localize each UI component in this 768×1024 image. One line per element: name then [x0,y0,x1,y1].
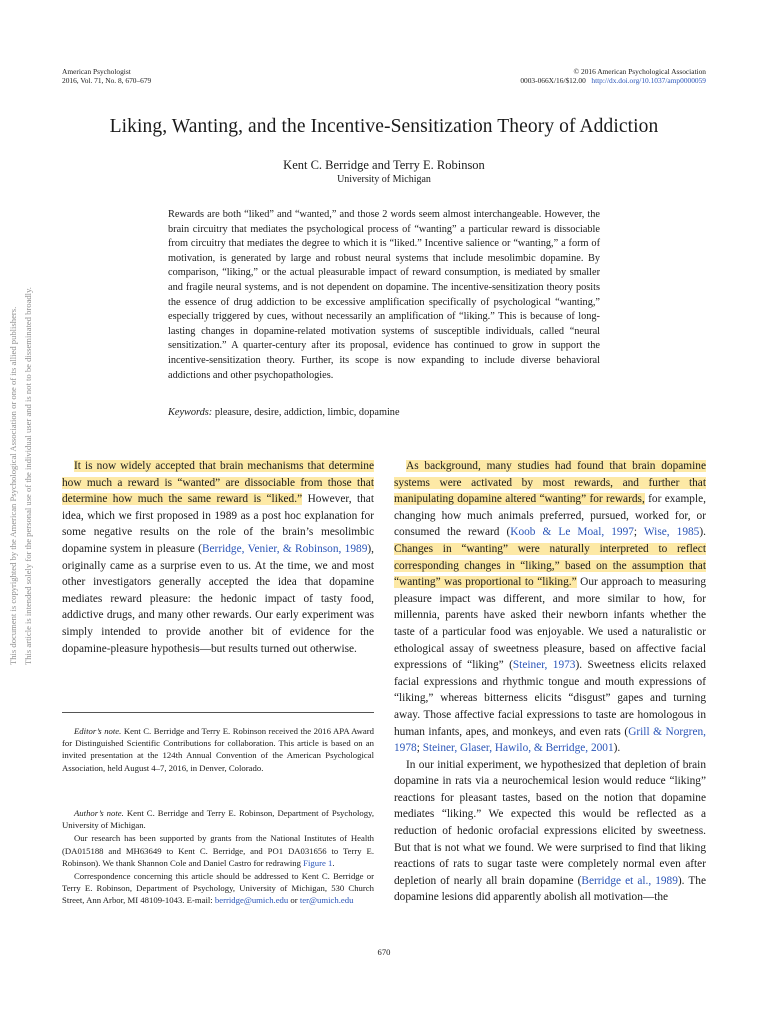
correspondence-note: Correspondence concerning this article should be addressed to Kent C. Berridge or Terry E. Robinson, Department of Psychology, University of Michigan, 530 Church Street, Ann Arbor, MI 48109-1043. E-mail: berridge@umich.edu or ter@umich.edu [62,871,374,906]
article-title: Liking, Wanting, and the Incentive-Sensitization Theory of Addiction [109,116,659,137]
citation-link[interactable]: Steiner, 1973 [512,659,576,672]
body-paragraph: In our initial experiment, we hypothesized that depletion of brain dopamine in rats via a neurochemical lesion would reduce “liking” reactions for pleasant tastes, based on the notion that dopamine mediates “liking.” We expected this would be reflected as a reduction of hedonic orofacial expressions elicited by sweetness. But that is not what we found. We were surprised to find that liking reactions of rats to sugar taste were completely normal even after depletion of nearly all brain dopamine (Berridge et al., 1989). The dopamine lesions did apparently abolish all motivation—the [394,758,706,904]
citation-link[interactable]: Steiner, Glaser, Hawilo, & Berridge, 2001 [422,742,614,755]
highlighted-text: As background, many studies had found that brain dopamine systems were activated by most rewards, and further that manipulating dopamine altered “wanting” for rewards, [394,460,706,506]
body-column-right [394,458,706,906]
grants-note: Our research has been supported by grants from the National Institutes of Health (DA015188 and MH63649 to Kent C. Berridge, and PO1 DA031656 to Terry E. Robinson). We thank Shannon Cole and Daniel Castro for redrawing Figure 1. [62,833,374,868]
highlighted-text: It is now widely accepted that brain mechanisms that determine how much a reward is “wanted” are dissociable from those that determine how much the same reward is “liked.” [62,460,374,506]
email-link[interactable]: ter@umich.edu [299,895,354,906]
citation-link[interactable]: Koob & Le Moal, 1997 [510,526,634,539]
author-note-label: Author’s note. [74,808,124,818]
article-authors: Kent C. Berridge and Terry E. Robinson [283,158,485,172]
keywords-label: Keywords: [168,407,213,418]
highlighted-text: Changes in “wanting” were naturally interpreted to reflect corresponding changes in “liking,” based on the assumption that “wanting” was proportional to “liking.” [394,542,706,589]
footnote-divider [62,712,374,713]
copyright-line: © 2016 American Psychological Association [573,67,706,76]
issn-price: 0003-066X/16/$12.00 [520,76,586,85]
figure-link[interactable]: Figure 1 [303,857,333,868]
abstract: Rewards are both “liked” and “wanted,” and those 2 words seem almost interchangeable. However, the brain circuitry that mediates the psychological process of “wanting” a particular reward is dissociable from circuitry that mediates the degree to which it is “liked.” Incentive salience or “wanting,” a form of motivation, is generated by large and robust neural systems that include mesolimbic dopamine. By comparison, “liking,” or the actual pleasurable impact of reward consumption, is mediated by smaller and fragile neural systems, and is not dependent on dopamine. The incentive-sensitization theory posits the essence of drug addiction to be excessive amplification specifically of psychological “wanting,” especially triggered by cues, without necessarily an amplification of “liking.” This is because of long-lasting changes in dopamine-related motivation systems of susceptible individuals, called “neural sensitization.” A quarter-century after its proposal, evidence has continued to grow in support the incentive-sensitization theory. Further, its scope is now expanding to include diverse behavioral addictions and other psychopathologies. [168,209,600,381]
body-paragraph: It is now widely accepted that brain mechanisms that determine how much a reward is “wanted” are dissociable from those that determine how much the same reward is “liked.” However, that idea, which we first proposed in 1989 as a post hoc explanation for some negative results on the role of the brain’s mesolimbic dopamine system in pleasure (Berridge, Venier, & Robinson, 1989), originally came as a surprise even to us. At the time, we and most other investigators generally accepted the idea that dopamine mediates reward pleasure: the hedonic impact of tasty food, addictive drugs, and many other rewards. Our early experiment was simply intended to provide another bit of evidence for the dopamine-pleasure hypothesis—but results turned out otherwise. [62,460,374,655]
copyright-header [520,67,706,85]
sidebar-line-2: This article is intended solely for the personal use of the individual user and is not to be disseminated broadly. [23,287,33,665]
body-column-left [62,458,374,657]
journal-name: American Psychologist [62,67,131,76]
doi-link[interactable]: http://dx.doi.org/10.1037/amp0000059 [591,76,706,85]
editor-note-label: Editor’s note. [74,726,122,736]
page-number: 670 [377,947,391,957]
article-affiliation: University of Michigan [337,174,431,185]
body-paragraph: As background, many studies had found that brain dopamine systems were activated by most rewards, and further that manipulating dopamine altered “wanting” for rewards, for example, changing how much animals preferred, pursued, worked for, or consumed the reward (Koob & Le Moal, 1997; Wise, 1985). Changes in “wanting” were naturally interpreted to reflect corresponding changes in “liking,” based on the assumption that “wanting” was proportional to “liking.” Our approach to measuring pleasure impact was different, and more similar to how, for millennia, parents have asked their newborn infants whether the taste of a particular food was enjoyable. We used a naturalistic or ethological assay of sweetness pleasure, based on affective facial expressions of “liking” (Steiner, 1973). Sweetness elicits relaxed facial expressions and rhythmic tongue and mouth expressions of “liking,” whereas bitterness elicits “disgust” gapes and turning away. Those affective facial expressions to taste are homologous in human infants, apes, and monkeys, and even rats (Grill & Norgren, 1978; Steiner, Glaser, Hawilo, & Berridge, 2001). [394,460,706,755]
citation-link[interactable]: Wise, 1985 [643,526,700,539]
keywords-list: pleasure, desire, addiction, limbic, dopamine [214,407,400,418]
author-note: Author’s note. Kent C. Berridge and Terry E. Robinson, Department of Psychology, University of Michigan. Our research has been supported by grants from the National Institutes of Health (DA015188 and MH63649 to Kent C. Berridge, and PO1 DA031656 to Terry E. Robinson). We thank Shannon Cole and Daniel Castro for redrawing Figure 1. Correspondence concerning this article should be addressed to Kent C. Berridge or Terry E. Robinson, Department of Psychology, University of Michigan, 530 Church Street, Ann Arbor, MI 48109-1043. E-mail: berridge@umich.edu or ter@umich.edu [62,808,374,906]
journal-issue: 2016, Vol. 71, No. 8, 670–679 [62,76,152,85]
citation-link[interactable]: Grill & Norgren, 1978 [394,725,706,755]
email-link[interactable]: berridge@umich.edu [214,895,289,906]
sidebar-line-1: This document is copyrighted by the American Psychological Association or one of its allied publishers. [8,306,18,665]
citation-link[interactable]: Berridge, Venier, & Robinson, 1989 [201,542,368,555]
editor-note: Editor’s note. Kent C. Berridge and Terry E. Robinson received the 2016 APA Award for Distinguished Scientific Contributions for collaboration. This article is based on an invited presentation at the 124th Annual Convention of the American Psychological Association, held August 4–7, 2016, in Denver, Colorado. [62,726,374,773]
keywords [168,406,600,420]
citation-link[interactable]: Berridge et al., 1989 [581,874,678,887]
copyright-sidebar [6,85,36,665]
doi-line [520,76,706,85]
journal-header [62,67,151,85]
